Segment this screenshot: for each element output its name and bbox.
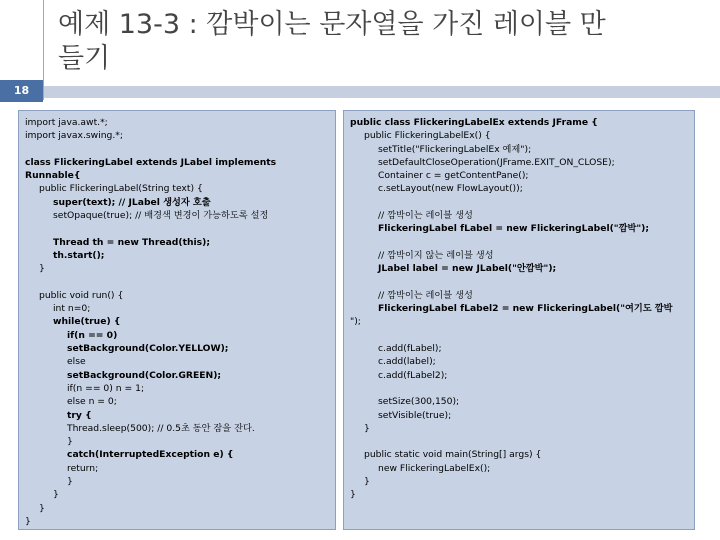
code-panel-left xyxy=(18,110,336,530)
code-line: new FlickeringLabelEx(); xyxy=(378,462,491,474)
code-line: while(true) { xyxy=(53,316,121,328)
code-line: Thread th = new Thread(this); xyxy=(53,236,210,248)
code-line: setTitle("FlickeringLabelEx 예제"); xyxy=(378,143,532,155)
code-line: setSize(300,150); xyxy=(378,396,460,408)
code-line: } xyxy=(67,476,73,488)
code-line: } xyxy=(53,489,59,501)
code-line xyxy=(25,143,335,156)
code-line: JLabel label = new JLabel("안깜박"); xyxy=(378,263,557,275)
code-line: public void run() { xyxy=(39,289,124,301)
code-line: super(text); // JLabel 생성자 호출 xyxy=(53,196,211,208)
code-line: } xyxy=(364,476,370,488)
code-line: int n=0; xyxy=(53,303,91,315)
slide-title: 예제 13-3 : 깜박이는 문자열을 가진 레이블 만 들기 xyxy=(58,9,606,74)
code-line: // 깜박이지 않는 레이블 생성 xyxy=(378,249,494,261)
code-line: Thread.sleep(500); // 0.5초 동안 잠을 잔다. xyxy=(67,422,255,434)
code-line xyxy=(25,276,335,289)
code-line: } xyxy=(25,515,31,527)
code-line: setVisible(true); xyxy=(378,409,452,421)
code-line: } xyxy=(350,489,356,501)
code-line: } xyxy=(67,436,73,448)
code-line xyxy=(350,196,694,209)
code-line: try { xyxy=(67,409,92,421)
code-line: Runnable{ xyxy=(25,170,81,182)
code-line: // 깜박이는 레이블 생성 xyxy=(378,210,473,222)
code-line: } xyxy=(39,502,45,514)
code-line: public static void main(String[] args) { xyxy=(364,449,542,461)
code-line: c.add(fLabel2); xyxy=(378,369,448,381)
code-line: public FlickeringLabel(String text) { xyxy=(39,183,203,195)
slide-number: 18 xyxy=(0,80,43,102)
code-line: setOpaque(true); // 배경색 변경이 가능하도록 설정 xyxy=(53,210,269,222)
code-line: else xyxy=(67,356,86,368)
code-line: FlickeringLabel fLabel2 = new FlickeringLabel("여기도 깜박 xyxy=(378,303,673,315)
code-line: c.add(label); xyxy=(378,356,436,368)
code-line xyxy=(25,222,335,235)
code-line: catch(InterruptedException e) { xyxy=(67,449,234,461)
code-line: return; xyxy=(67,462,99,474)
code-line: setBackground(Color.YELLOW); xyxy=(67,343,229,355)
code-line: c.setLayout(new FlowLayout()); xyxy=(378,183,523,195)
code-panel-right xyxy=(343,110,695,530)
title-accent-line xyxy=(43,0,44,100)
code-line xyxy=(350,382,694,395)
code-line: } xyxy=(39,263,45,275)
code-line xyxy=(350,236,694,249)
code-line xyxy=(350,276,694,289)
code-line xyxy=(350,329,694,342)
code-line: import java.awt.*; xyxy=(25,117,108,128)
code-line: setDefaultCloseOperation(JFrame.EXIT_ON_CLOSE); xyxy=(378,156,615,168)
code-line: setBackground(Color.GREEN); xyxy=(67,369,222,381)
code-line: public class FlickeringLabelEx extends JFrame { xyxy=(350,117,598,128)
code-line: import javax.swing.*; xyxy=(25,130,123,142)
code-line: } xyxy=(364,422,370,434)
code-line: if(n == 0) xyxy=(67,329,118,341)
code-line: else n = 0; xyxy=(67,396,117,408)
code-line: if(n == 0) n = 1; xyxy=(67,382,145,394)
code-line xyxy=(350,435,694,448)
code-line: "); xyxy=(350,316,361,328)
code-line: Container c = getContentPane(); xyxy=(378,170,529,182)
code-line: c.add(fLabel); xyxy=(378,343,442,355)
code-line: class FlickeringLabel extends JLabel implements xyxy=(25,156,277,168)
code-line: // 깜박이는 레이블 생성 xyxy=(378,289,473,301)
code-line: public FlickeringLabelEx() { xyxy=(364,130,491,142)
code-line: FlickeringLabel fLabel = new FlickeringLabel("깜박"); xyxy=(378,223,650,235)
title-rule xyxy=(44,86,720,98)
code-line: th.start(); xyxy=(53,249,105,261)
